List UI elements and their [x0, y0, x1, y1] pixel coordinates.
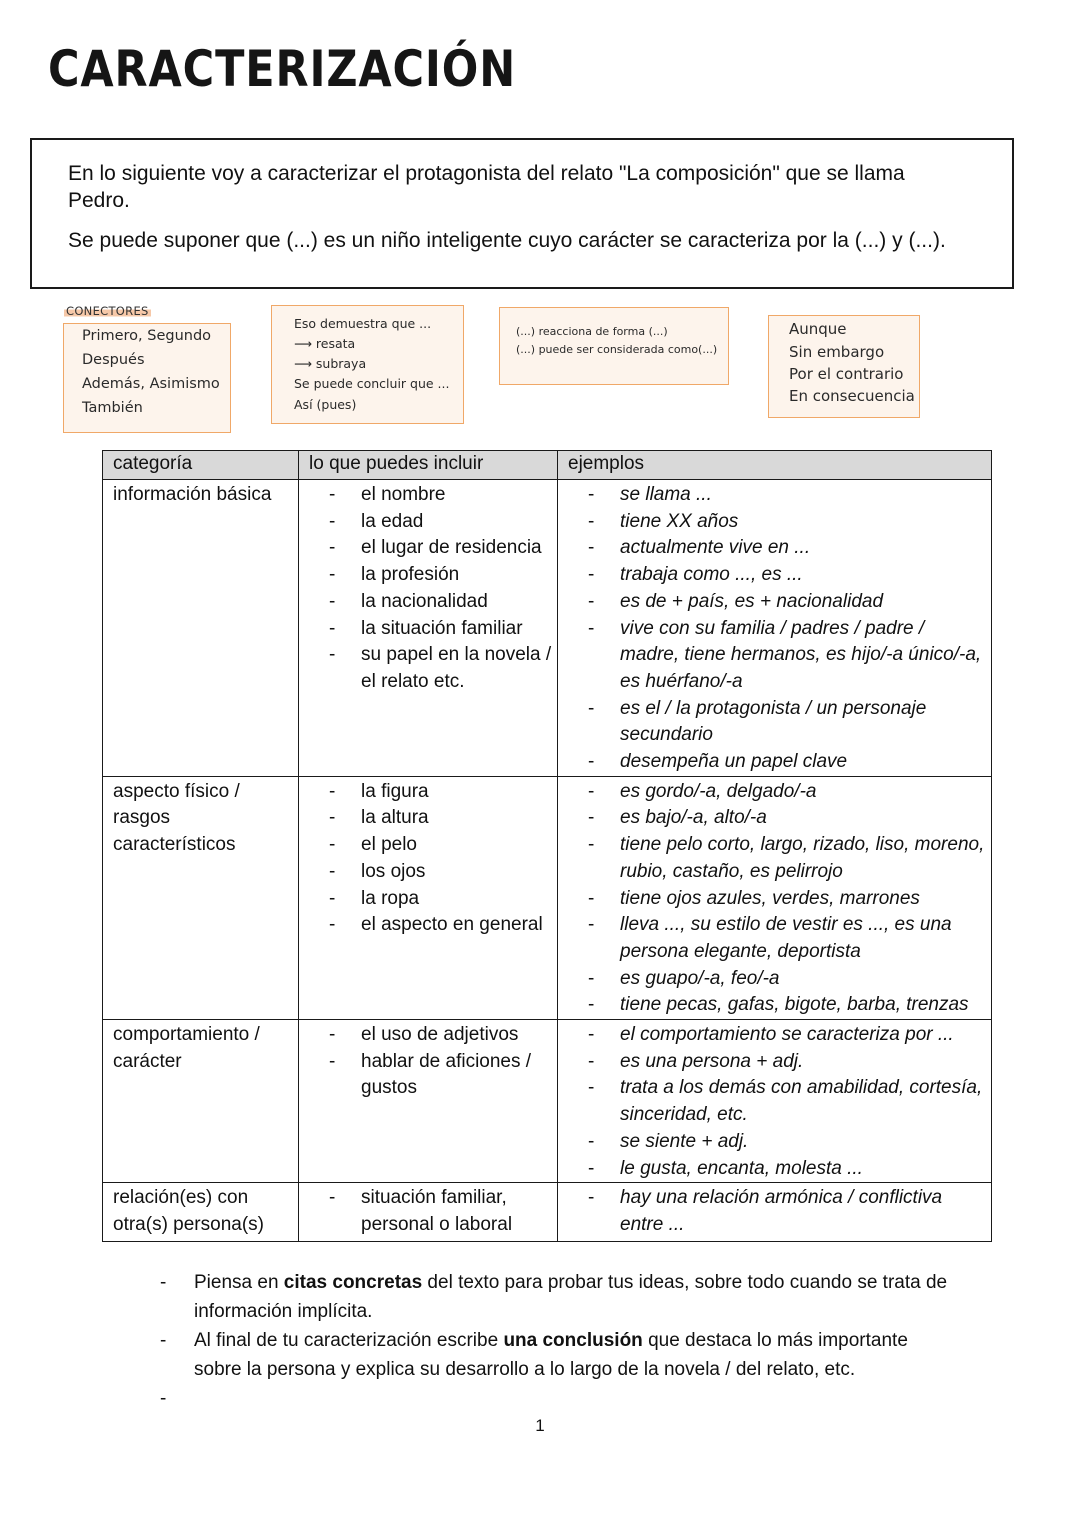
column-header: categoría	[103, 451, 299, 480]
characterization-table	[102, 450, 992, 1242]
list-item: - tiene pelo corto, largo, rizado, liso, moreno, rubio, castaño, es pelirrojo	[558, 832, 987, 885]
include-cell	[299, 480, 558, 777]
column-header: lo que puedes incluir	[299, 451, 558, 480]
category-cell: comportamiento / carácter	[103, 1020, 299, 1183]
connector-item: Se puede concluir que ...	[294, 376, 450, 391]
examples-cell	[558, 480, 992, 777]
intro-box	[30, 138, 1014, 289]
list-item: - hablar de aficiones / gustos	[299, 1049, 553, 1102]
list-item: - hay una relación armónica / conflictiva entre ...	[558, 1185, 987, 1238]
list-item: - la ropa	[299, 886, 553, 913]
list-item: - se llama ...	[558, 482, 987, 509]
connectors-label: CONECTORES	[66, 304, 149, 318]
examples-cell	[558, 1020, 992, 1183]
connector-item: ⟶ subraya	[294, 356, 367, 371]
list-item: - los ojos	[299, 859, 553, 886]
connector-item: Sin embargo	[789, 343, 885, 361]
list-item: - el lugar de residencia	[299, 535, 553, 562]
list-item: - la figura	[299, 779, 553, 806]
tip-text: Al final de tu caracterización escribe	[194, 1330, 504, 1351]
tip-text: que destaca lo más importante sobre la persona y explica su desarrollo a lo largo de la novela / del relato, etc.	[194, 1330, 908, 1380]
connector-item: Aunque	[789, 320, 847, 338]
list-item: - lleva ..., su estilo de vestir es ..., es una persona elegante, deportista	[558, 912, 987, 965]
list-item: - es bajo/-a, alto/-a	[558, 805, 987, 832]
tip-highlight: citas concretas	[283, 1272, 423, 1293]
list-item: - le gusta, encanta, molesta ...	[558, 1156, 987, 1183]
include-cell	[299, 776, 558, 1019]
tip-item-empty	[160, 1384, 950, 1413]
list-item: - desempeña un papel clave	[558, 749, 987, 776]
list-item: - se siente + adj.	[558, 1129, 987, 1156]
list-item: - el nombre	[299, 482, 553, 509]
list-item: - el uso de adjetivos	[299, 1022, 553, 1049]
tip-item	[160, 1326, 950, 1384]
list-item: - tiene pecas, gafas, bigote, barba, trenzas	[558, 992, 987, 1019]
connector-item: Además, Asimismo	[82, 376, 220, 392]
list-item: - el aspecto en general	[299, 912, 553, 939]
list-item: - su papel en la novela / el relato etc.	[299, 642, 553, 695]
list-item: - trata a los demás con amabilidad, cortesía, sinceridad, etc.	[558, 1075, 987, 1128]
connector-item: (...) puede ser considerada como(...)	[516, 343, 718, 356]
list-item: - es de + país, es + nacionalidad	[558, 589, 987, 616]
list-item: - la altura	[299, 805, 553, 832]
list-item: - tiene XX años	[558, 509, 987, 536]
page-title: CARACTERIZACIÓN	[48, 40, 517, 98]
category-cell: información básica	[103, 480, 299, 777]
list-item: - la edad	[299, 509, 553, 536]
list-item: - trabaja como ..., es ...	[558, 562, 987, 589]
connector-item: También	[82, 400, 143, 416]
connector-item: Eso demuestra que ...	[294, 316, 432, 331]
intro-paragraph-1: En lo siguiente voy a caracterizar el protagonista del relato "La composición" que se llama Pedro.	[68, 162, 905, 212]
connector-item: Primero, Segundo	[82, 328, 212, 344]
list-item: - es una persona + adj.	[558, 1049, 987, 1076]
list-item: - actualmente vive en ...	[558, 535, 987, 562]
connector-item: Después	[82, 352, 145, 368]
intro-paragraph-2: Se puede suponer que (...) es un niño inteligente cuyo carácter se caracteriza por la (...) y (...).	[68, 229, 946, 252]
list-item: - la nacionalidad	[299, 589, 553, 616]
category-cell: relación(es) con otra(s) persona(s)	[103, 1183, 299, 1241]
table-header-row	[103, 451, 992, 480]
include-cell	[299, 1020, 558, 1183]
connector-item: Así (pues)	[294, 397, 357, 412]
list-item: - es guapo/-a, feo/-a	[558, 966, 987, 993]
connector-item: En consecuencia	[789, 387, 915, 405]
tip-text: Piensa en	[194, 1272, 284, 1293]
column-header: ejemplos	[558, 451, 992, 480]
connector-note-reaction	[499, 307, 729, 385]
tips-list	[160, 1268, 950, 1413]
table-row	[103, 776, 992, 1019]
list-item: - el pelo	[299, 832, 553, 859]
connector-item: Por el contrario	[789, 365, 904, 383]
table-row	[103, 1183, 992, 1241]
list-item: - es el / la protagonista / un personaje secundario	[558, 696, 987, 749]
connector-note-evidence	[271, 305, 464, 424]
page-number: 1	[535, 1416, 545, 1435]
tip-item	[160, 1268, 950, 1326]
table-row	[103, 1020, 992, 1183]
category-cell: aspecto físico / rasgos característicos	[103, 776, 299, 1019]
connector-note-sequence	[63, 323, 231, 433]
list-item: - la situación familiar	[299, 616, 553, 643]
connector-note-contrast	[768, 315, 920, 418]
examples-cell	[558, 1183, 992, 1241]
list-item: - la profesión	[299, 562, 553, 589]
list-item: - tiene ojos azules, verdes, marrones	[558, 886, 987, 913]
examples-cell	[558, 776, 992, 1019]
list-item: - situación familiar, personal o laboral	[299, 1185, 553, 1238]
table-row	[103, 480, 992, 777]
include-cell	[299, 1183, 558, 1241]
tip-text: del texto para probar tus ideas, sobre todo cuando se trata de información implícita.	[194, 1272, 948, 1322]
tip-highlight: una conclusión	[503, 1330, 643, 1351]
list-item: - vive con su familia / padres / padre / madre, tiene hermanos, es hijo/-a único/-a, es huérfano/-a	[558, 616, 987, 696]
connector-item: ⟶ resata	[294, 336, 356, 351]
list-item: - el comportamiento se caracteriza por ...	[558, 1022, 987, 1049]
list-item: - es gordo/-a, delgado/-a	[558, 779, 987, 806]
connector-item: (...) reacciona de forma (...)	[516, 325, 668, 338]
